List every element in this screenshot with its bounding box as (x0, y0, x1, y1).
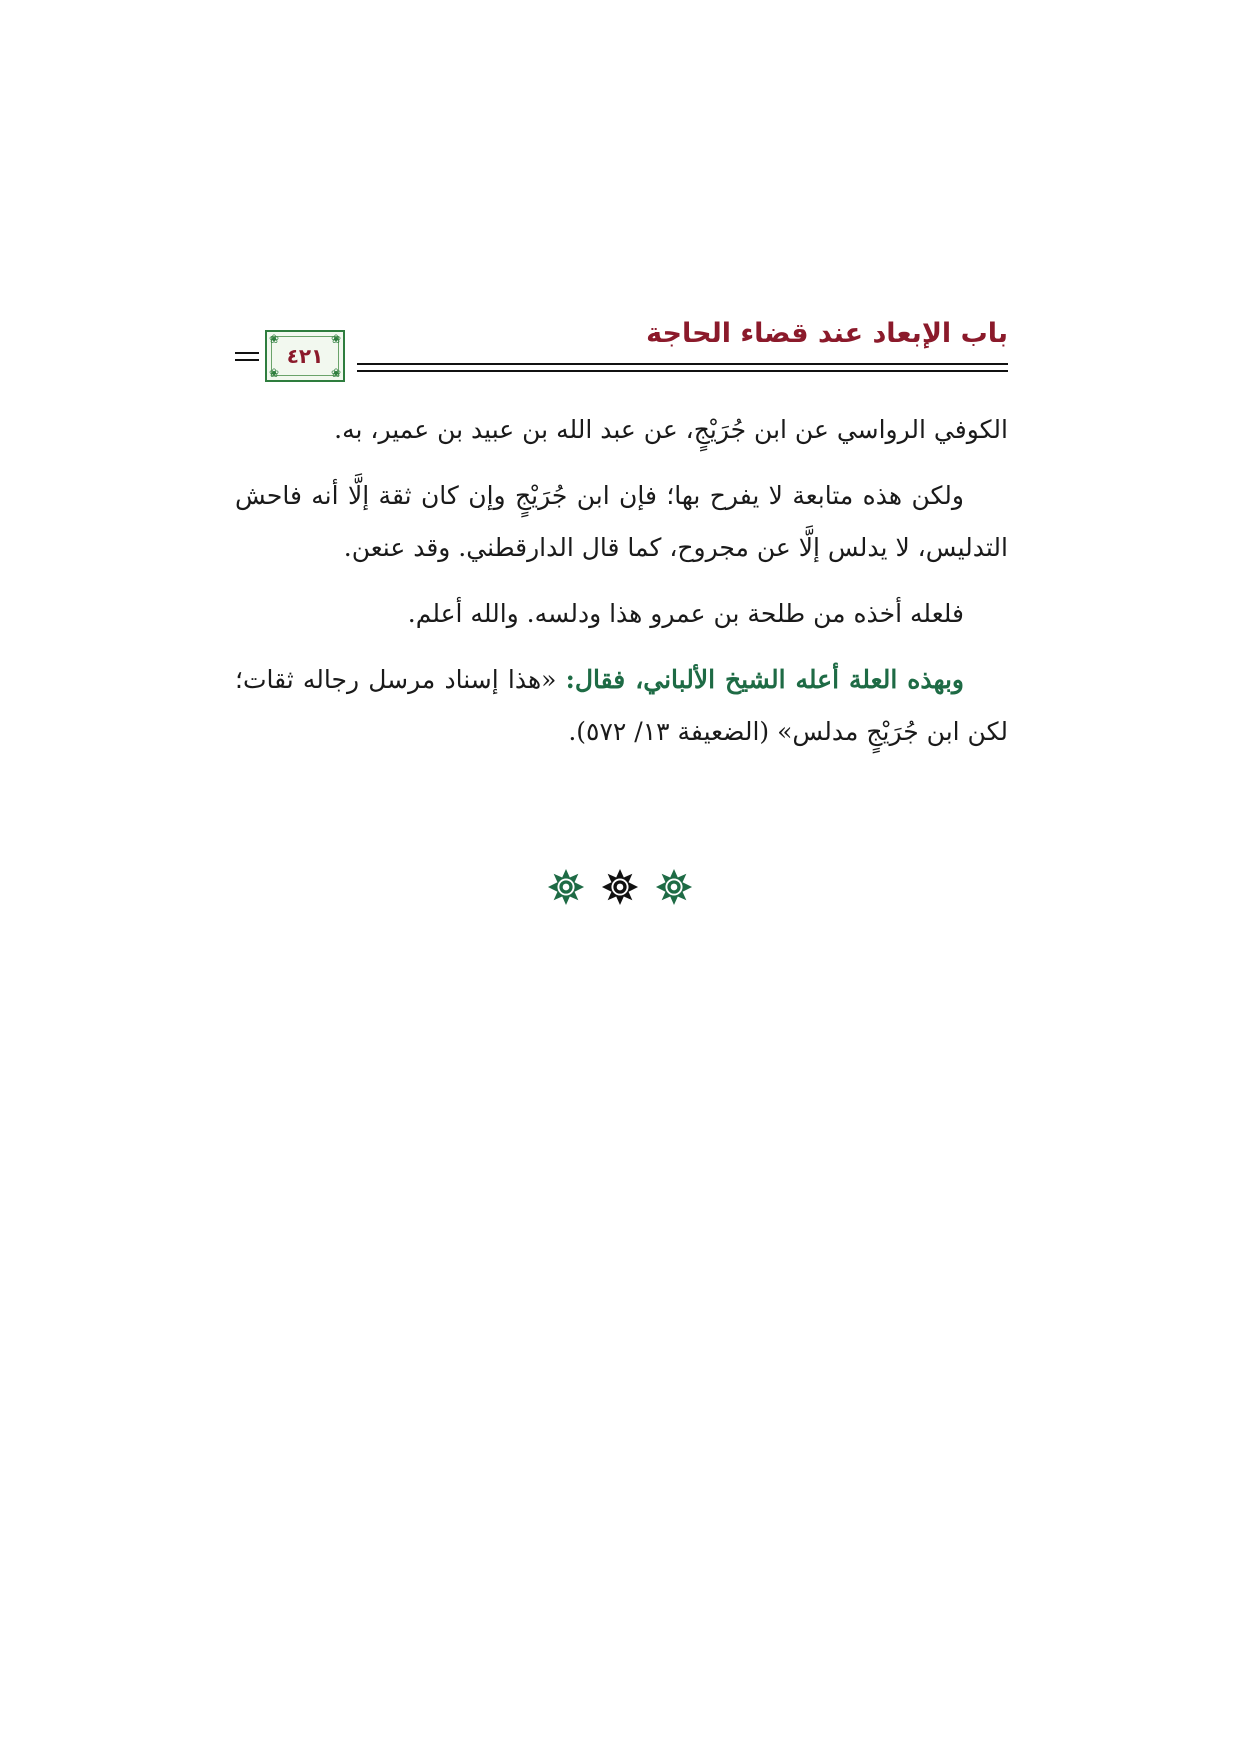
paragraph-2 (235, 470, 1008, 574)
paragraph-text: ولكن هذه متابعة لا يفرح بها؛ فإن ابن جُرَيْجٍ وإن كان ثقة إلَّا أنه فاحش التدليس، لا يدلس إلَّا عن مجروح، كما قال الدارقطني. وقد عنعن. (235, 481, 1008, 562)
star-flower-icon (655, 868, 693, 906)
corner-ornament-icon: ❀ (330, 366, 342, 380)
quote-lead-in: وبهذه العلة أعله الشيخ الألباني، فقال: (565, 665, 964, 694)
page-number-frame (265, 330, 345, 382)
star-flower-icon (547, 868, 585, 906)
paragraph-text: الكوفي الرواسي عن ابن جُرَيْجٍ، عن عبد الله بن عبيد بن عمير، به. (334, 415, 1008, 444)
header-rule-left-lower (235, 359, 259, 361)
paragraph-4 (235, 654, 1008, 758)
page-number: ٤٢١ (286, 344, 324, 368)
section-end-ornaments (0, 868, 1240, 906)
header-rule-lower (357, 370, 1008, 372)
corner-ornament-icon: ❀ (268, 332, 280, 346)
star-flower-icon (601, 868, 639, 906)
header-rule-left-upper (235, 352, 259, 354)
chapter-title: باب الإبعاد عند قضاء الحاجة (646, 318, 1008, 349)
body-text (235, 404, 1008, 772)
paragraph-3 (235, 588, 1008, 640)
paragraph-text: فلعله أخذه من طلحة بن عمرو هذا ودلسه. والله أعلم. (407, 599, 964, 628)
paragraph-text: «هذا إسناد مرسل رجاله ثقات؛ لكن ابن جُرَيْجٍ مدلس» (الضعيفة ١٣/ ٥٧٢). (235, 665, 1008, 746)
corner-ornament-icon: ❀ (268, 366, 280, 380)
corner-ornament-icon: ❀ (330, 332, 342, 346)
paragraph-1 (235, 404, 1008, 456)
page-header (235, 316, 1008, 388)
header-rule-upper (357, 363, 1008, 365)
